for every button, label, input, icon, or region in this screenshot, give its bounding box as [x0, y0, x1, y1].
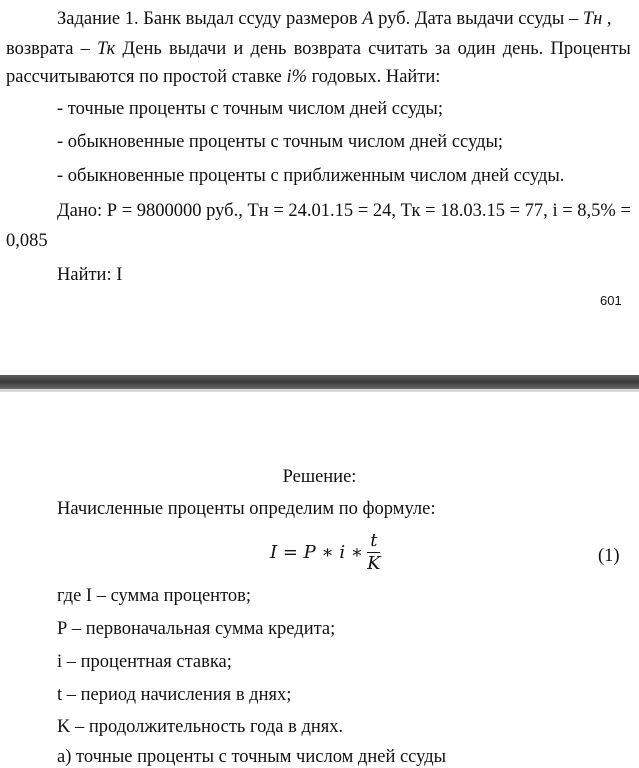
document-page-2: [0, 392, 639, 768]
given-line-1: Дано: Р = 9800000 руб., Тн = 24.01.15 = 24, Тк = 18.03.15 = 77, i = 8,5% =: [57, 201, 631, 221]
formula-numerator: t: [367, 530, 380, 553]
document-page-1: [0, 0, 639, 375]
list-item: - обыкновенные проценты с приближенным числом дней ссуды.: [57, 166, 565, 186]
page-number: 601: [600, 293, 622, 308]
list-item: - точные проценты с точным числом дней ссуды;: [57, 99, 444, 119]
formula-number: (1): [598, 546, 620, 566]
formula-fraction: [367, 530, 380, 575]
list-item: - обыкновенные проценты с точным числом дней ссуды;: [57, 132, 504, 152]
interest-formula: [270, 530, 381, 575]
formula-lhs: I = P ∗ i ∗: [270, 542, 364, 563]
formula-intro: Начисленные проценты определим по формуле:: [57, 499, 436, 519]
variable-a: А: [362, 9, 374, 29]
solution-heading: Решение:: [282, 467, 357, 487]
task-line-2: возврата – Тк День выдачи и день возврата считать за один день. Проценты: [6, 39, 631, 59]
given-line-2: 0,085: [6, 231, 48, 251]
definition-item: Р – первоначальная сумма кредита;: [57, 619, 336, 639]
variable-i-percent: i%: [286, 67, 308, 87]
page-separator: [0, 375, 639, 389]
task-line-3: рассчитываются по простой ставке i% годовых. Найти:: [6, 67, 441, 87]
definition-item: t – период начисления в днях;: [57, 685, 292, 705]
definition-item: K – продолжительность года в днях.: [57, 717, 344, 737]
variable-tn: Тн: [582, 9, 603, 29]
variable-tk: Тк: [96, 39, 116, 59]
subheading: а) точные проценты с точным числом дней ссуды: [57, 747, 447, 767]
definition-item: i – процентная ставка;: [57, 652, 232, 672]
definition-item: где I – сумма процентов;: [57, 586, 252, 606]
formula-denominator: K: [367, 553, 381, 574]
task-line-1: Задание 1. Банк выдал ссуду размеров А руб. Дата выдачи ссуды – Тн ,: [57, 9, 612, 29]
find-line: Найти: I: [57, 265, 123, 285]
